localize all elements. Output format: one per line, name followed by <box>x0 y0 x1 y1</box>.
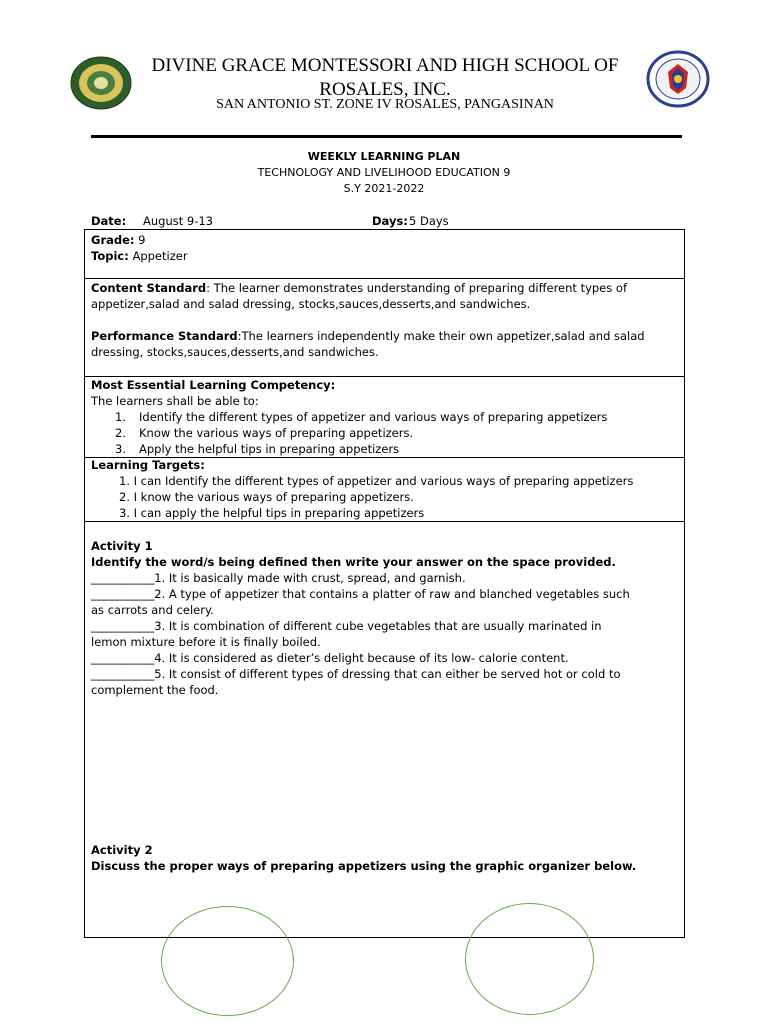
melc-item-text: Know the various ways of preparing appetizers. <box>139 426 414 440</box>
grade-value: 9 <box>138 233 146 247</box>
activity2-instruction <box>91 858 636 874</box>
days-value: 5 Days <box>409 214 449 228</box>
school-name <box>125 54 645 102</box>
content-standard-label: Content Standard <box>91 281 207 295</box>
target-item: 2. I know the various ways of preparing appetizers. <box>119 490 414 504</box>
organizer-ellipse-right <box>465 903 594 1015</box>
activity1-title-text: Activity 1 <box>91 539 153 553</box>
deped-seal-icon <box>646 50 710 108</box>
topic-label: Topic: <box>91 249 129 263</box>
activity1-instruction <box>91 554 616 570</box>
performance-standard <box>91 328 645 344</box>
melc-item <box>115 409 607 425</box>
table-divider <box>85 521 684 522</box>
grade-line <box>91 232 146 248</box>
targets-heading <box>91 457 205 473</box>
content-standard <box>91 280 627 296</box>
melc-item <box>115 441 399 457</box>
melc-item-text: Identify the different types of appetizer and various ways of preparing appetizers <box>139 410 608 424</box>
activity1-line: as carrots and celery. <box>91 603 214 617</box>
plan-table <box>84 229 685 938</box>
activity1-line: ___________5. It consist of different types of dressing that can either be served hot or cold to <box>91 667 621 681</box>
grade-label: Grade: <box>91 233 135 247</box>
school-address: SAN ANTONIO ST. ZONE IV ROSALES, PANGASINAN <box>216 97 554 112</box>
header-divider <box>91 135 682 138</box>
days-label: Days: <box>372 214 408 228</box>
plan-title: WEEKLY LEARNING PLAN <box>307 150 461 163</box>
school-name-line2: ROSALES, INC. <box>319 79 451 100</box>
melc-item <box>115 425 413 441</box>
activity1-instruction-text: Identify the word/s being defined then write your answer on the space provided. <box>91 555 616 569</box>
school-name-line1: DIVINE GRACE MONTESSORI AND HIGH SCHOOL OF <box>151 55 619 76</box>
target-item: 1. I can Identify the different types of appetizer and various ways of preparing appetizers <box>119 474 634 488</box>
activity1-line: ___________3. It is combination of different cube vegetables that are usually marinated in <box>91 619 602 633</box>
melc-item-number: 2. <box>115 426 126 440</box>
content-standard-text: : The learner demonstrates understanding of preparing different types of <box>206 281 627 295</box>
activity1-line: ___________4. It is considered as dieter’s delight because of its low- calorie content. <box>91 651 569 665</box>
plan-school-year: S.Y 2021-2022 <box>343 182 425 195</box>
topic-value: Appetizer <box>132 249 188 263</box>
performance-standard-line2: dressing, stocks,sauces,desserts,and sandwiches. <box>91 345 379 359</box>
activity1-line: complement the food. <box>91 683 219 697</box>
activity2-title-text: Activity 2 <box>91 843 153 857</box>
organizer-ellipse-left <box>161 906 294 1016</box>
date-value: August 9-13 <box>143 214 213 228</box>
date-row <box>91 214 651 230</box>
activity2-title <box>91 842 153 858</box>
activity1-line: lemon mixture before it is finally boiled. <box>91 635 321 649</box>
school-seal-icon <box>70 55 132 111</box>
melc-heading-text: Most Essential Learning Competency: <box>91 378 336 392</box>
activity1-line: ___________2. A type of appetizer that contains a platter of raw and blanched vegetables such <box>91 587 630 601</box>
content-standard-line2: appetizer,salad and salad dressing, stocks,sauces,desserts,and sandwiches. <box>91 297 531 311</box>
target-item: 3. I can apply the helpful tips in preparing appetizers <box>119 506 425 520</box>
table-divider <box>85 278 684 279</box>
plan-subject: TECHNOLOGY AND LIVELIHOOD EDUCATION 9 <box>257 166 511 179</box>
performance-standard-label: Performance Standard <box>91 329 238 343</box>
melc-heading <box>91 377 335 393</box>
activity2-instruction-text: Discuss the proper ways of preparing appetizers using the graphic organizer below. <box>91 859 637 873</box>
melc-item-text: Apply the helpful tips in preparing appetizers <box>139 442 400 456</box>
activity1-title <box>91 538 153 554</box>
melc-intro: The learners shall be able to: <box>91 394 259 408</box>
activity1-line: ___________1. It is basically made with crust, spread, and garnish. <box>91 571 466 585</box>
date-label: Date: <box>91 214 127 228</box>
melc-item-number: 1. <box>115 410 126 424</box>
targets-heading-text: Learning Targets: <box>91 458 205 472</box>
melc-item-number: 3. <box>115 442 126 456</box>
performance-standard-text: :The learners independently make their own appetizer,salad and salad <box>237 329 645 343</box>
topic-line <box>91 248 188 264</box>
